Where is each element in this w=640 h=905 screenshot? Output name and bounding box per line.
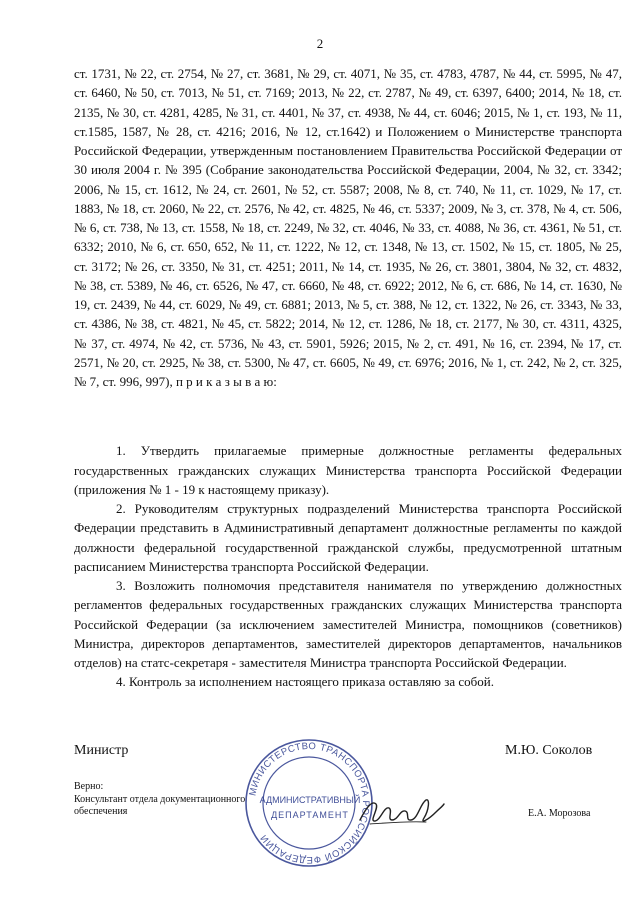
official-seal [244, 738, 374, 868]
order-item-3: 3. Возложить полномочия представителя нанимателя по утверждению должностных регламентов федеральных государственных гражданских служащих Министерства транспорта Российской Федерации (за исключением заместителей Министра, помощников (советников) Министра, директоров департаментов, заместителей директоров департаментов, начальников отделов) на статс-секретаря - заместителя Министра транспорта Российской Федерации. [74, 578, 622, 670]
verification-label: Верно: [74, 781, 104, 792]
minister-name: М.Ю. Соколов [505, 743, 593, 758]
legal-references-paragraph: ст. 1731, № 22, ст. 2754, № 27, ст. 3681, № 29, ст. 4071, № 35, ст. 4783, 4787, № 44, ст. 5995, № 47, ст. 6460, № 50, ст. 7013, № 51, ст. 7169; 2013, № 22, ст. 2787, № 49, ст. 6397, 6400; 2014, № 18, ст. 2135, № 30, ст. 4281, 4285, № 31, ст. 4401, № 37, ст. 4938, № 44, ст. 6046; 2015, № 1, ст. 193, № 11, ст.1585, 1587, № 28, ст. 4216; 2016, № 12, ст.1642) и Положением о Министерстве транспорта Российской Федерации, утвержденным постановлением Правительства Российской Федерации от 30 июля 2004 г. № 395 (Собрание законодательства Российской Федерации, 2004, № 32, ст. 3342; 2006, № 15, ст. 1612, № 24, ст. 2601, № 52, ст. 5587; 2008, № 8, ст. 740, № 11, ст. 1029, № 17, ст. 1883, № 18, ст. 2060, № 22, ст. 2576, № 42, ст. 4825, № 46, ст. 5337; 2009, № 3, ст. 378, № 4, ст. 506, № 6, ст. 738, № 13, ст. 1558, № 18, ст. 2249, № 32, ст. 4046, № 33, ст. 4088, № 36, ст. 4361, № 51, ст. 6332; 2010, № 6, ст. 650, 652, № 11, ст. 1222, № 12, ст. 1348, № 13, ст. 1502, № 15, ст. 1805, № 25, ст. 3172; № 26, ст. 3350, № 31, ст. 4251; 2011, № 14, ст. 1935, № 26, ст. 3801, 3804, № 32, ст. 4832, № 38, ст. 5389, № 46, ст. 6526, № 47, ст. 6660, № 48, ст. 6922; 2012, № 6, ст. 686, № 14, ст. 1630, № 19, ст. 2439, № 44, ст. 6029, № 49, ст. 6881; 2013, № 5, ст. 388, № 12, ст. 1322, № 26, ст. 3343, № 33, ст. 4386, № 38, ст. 4821, № 45, ст. 5822; 2014, № 12, ст. 1286, № 18, ст. 2177, № 30, ст. 4311, 4325, № 37, ст. 4974, № 42, ст. 5736, № 43, ст. 5901, 5926; 2015, № 2, ст. 491, № 16, ст. 2394, № 17, ст. 2571, № 20, ст. 2925, № 38, ст. 5300, № 47, ст. 6605, № 49, ст. 6976; 2016, № 1, ст. 242, № 2, ст. 325, № 7, ст. 996, 997), п р и к а з ы в а ю: [74, 66, 622, 389]
page-number: 2 [316, 36, 324, 51]
order-item-2: 2. Руководителям структурных подразделений Министерства транспорта Российской Федерации представить в Административный департамент должностные регламенты по каждой должности федеральной государственной гражданской службы, предусмотренной штатным расписанием Министерства транспорта Российской Федерации. [74, 501, 622, 574]
order-item-1: 1. Утвердить прилагаемые примерные должностные регламенты федеральных государственных гражданских служащих Министерства транспорта Российской Федерации (приложения № 1 - 19 к настоящему приказу). [74, 443, 622, 497]
verifier-position-line2: обеспечения [74, 806, 128, 817]
document-body [74, 64, 622, 692]
minister-title: Министр [74, 743, 129, 758]
handwritten-signature [356, 790, 446, 832]
verifier-name: Е.А. Морозова [528, 808, 591, 819]
seal-outer-text: МИНИСТЕРСТВО ТРАНСПОРТА РОССИЙСКОЙ ФЕДЕРАЦИИ [247, 740, 372, 866]
verification-block [74, 781, 245, 819]
seal-inner-line1: АДМИНИСТРАТИВНЫЙ [259, 795, 361, 805]
seal-inner-line2: ДЕПАРТАМЕНТ [271, 810, 349, 820]
paragraph-gap [74, 391, 622, 441]
verifier-position-line1: Консультант отдела документационного [74, 793, 246, 805]
order-item-4: 4. Контроль за исполнением настоящего приказа оставляю за собой. [116, 674, 494, 690]
